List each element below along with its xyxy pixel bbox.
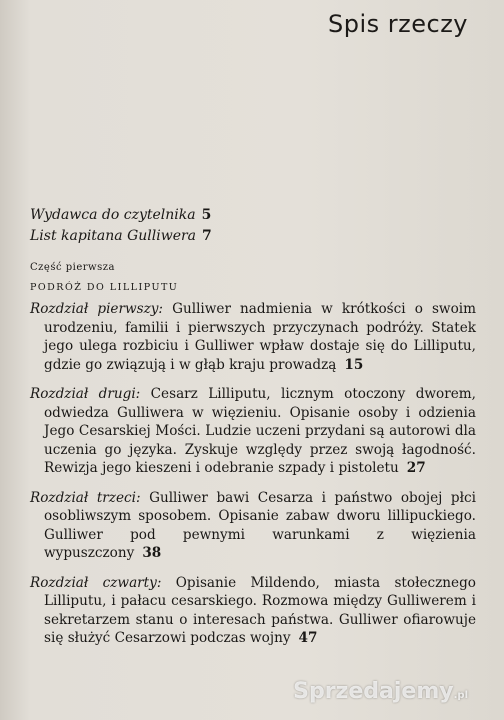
chapter-page: 38	[142, 545, 162, 561]
chapter-text: Gulliwer nadmienia w krótkości o swoim urodzeniu, familii i pierwszych przyczynach podróży. Statek jego ulega rozbiciu i Gulliwer wpław dostaje się do Lilliputu, gdzie go związują i w głąb kraju prowadzą	[44, 301, 476, 373]
front-matter-label: Wydawca do czytelnika	[30, 207, 196, 223]
front-matter-label: List kapitana Gulliwera	[30, 228, 197, 244]
part-title: PODRÓŻ DO LILLIPUTU	[30, 282, 179, 293]
chapter-page: 27	[406, 460, 426, 476]
front-matter-list	[30, 205, 212, 247]
chapter-head: Rozdział trzeci:	[30, 489, 141, 506]
chapter-entry	[30, 300, 476, 374]
chapter-page: 15	[344, 356, 364, 373]
chapter-page: 47	[298, 630, 318, 646]
chapter-head: Rozdział drugi:	[30, 386, 141, 402]
part-label: Część pierwsza	[30, 262, 115, 273]
page-title: Spis rzeczy	[328, 10, 468, 38]
front-matter-item	[30, 205, 212, 226]
chapter-text: Cesarz Lilliputu, licznym otoczony dworem, odwiedza Gulliwera w więzieniu. Opisanie osoby i odzienia Jego Cesarskiej Mości. Ludzie uczeni przydani są autorowi dla uczenia go języka. Zyskuje względy przez swoją łagodność. Rewizja jego kieszeni i odebranie szpady i pistoletu	[44, 386, 476, 476]
chapter-head: Rozdział czwarty:	[30, 574, 162, 591]
watermark-logo: Sprzedajemy.pl	[293, 679, 468, 704]
front-matter-page: 7	[202, 228, 212, 244]
chapter-entry	[30, 574, 476, 648]
chapter-list	[30, 300, 476, 659]
front-matter-item	[30, 226, 212, 247]
chapter-text: Gulliwer bawi Cesarza i państwo obojej płci osobliwszym sposobem. Opisanie zabaw dworu lillipuckiego. Gulliwer pod pewnymi warunkami z więzienia wypuszczony	[44, 489, 476, 561]
chapter-entry	[30, 489, 476, 563]
chapter-text: Opisanie Mildendo, miasta stołecznego Lilliputu, i pałacu cesarskiego. Rozmowa między Gulliwerem i sekretarzem stanu o interesach państwa. Gulliwer ofiarowuje się służyć Cesarzowi podczas wojny	[44, 574, 476, 646]
chapter-entry	[30, 385, 476, 478]
front-matter-page: 5	[201, 207, 212, 223]
chapter-head: Rozdział pierwszy:	[30, 301, 164, 317]
